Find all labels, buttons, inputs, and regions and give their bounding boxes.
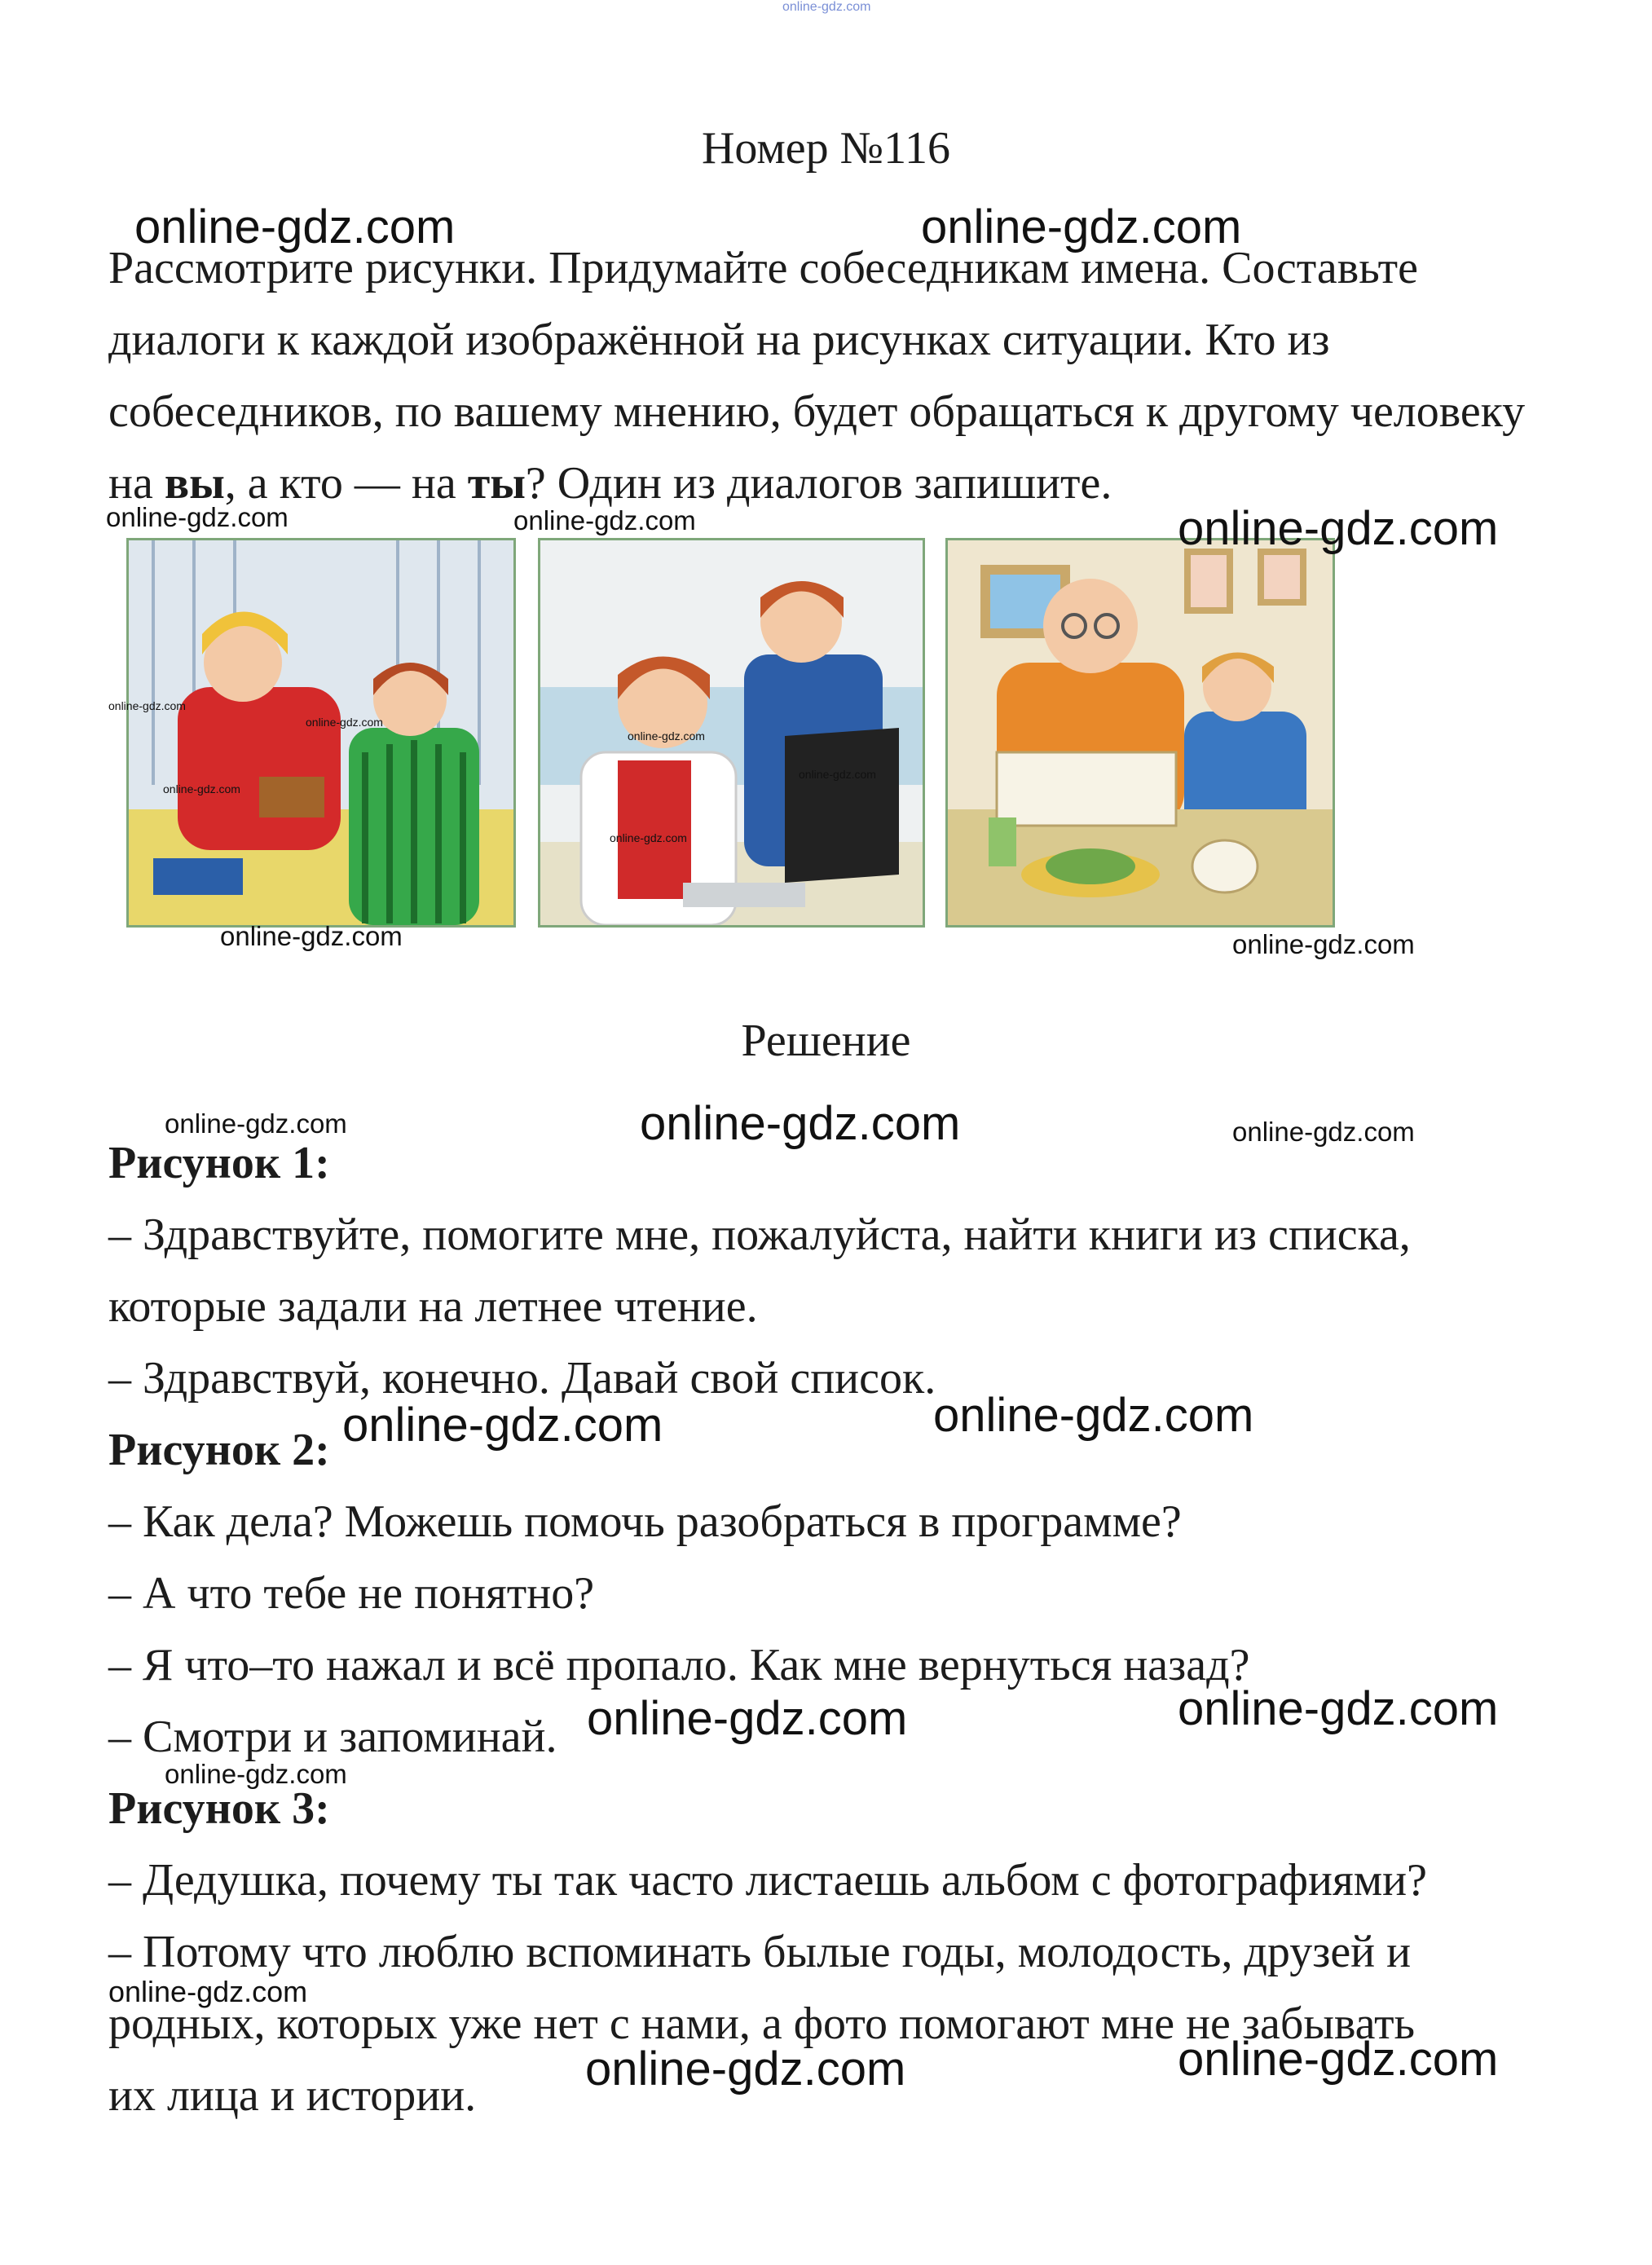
watermark: online-gdz.com xyxy=(134,201,456,253)
figure-3-heading: Рисунок 3: xyxy=(108,1783,330,1834)
figure-3-line-4: их лица и истории. xyxy=(108,2070,477,2121)
watermark: online-gdz.com xyxy=(108,1975,308,2008)
watermark: online-gdz.com xyxy=(1178,1682,1499,1735)
figure-2-heading: Рисунок 2: xyxy=(108,1425,330,1475)
figure-1-line-2: которые задали на летнее чтение. xyxy=(108,1281,758,1332)
figure-2-line-4: – Смотри и запоминай. xyxy=(108,1712,557,1762)
watermark: online-gdz.com xyxy=(342,1399,663,1452)
figure-3-line-2: – Потому что люблю вспоминать былые годы, молодость, друзей и xyxy=(108,1927,1412,1977)
page-title: Номер №116 xyxy=(701,123,951,174)
watermark: online-gdz.com xyxy=(1232,929,1415,959)
watermark: online-gdz.com xyxy=(163,782,240,795)
watermark: online-gdz.com xyxy=(165,1759,347,1789)
watermark: online-gdz.com xyxy=(587,1692,908,1745)
solution-title: Решение xyxy=(741,1016,911,1066)
figure-2-line-2: – А что тебе не понятно? xyxy=(108,1568,595,1619)
task-text xyxy=(108,232,1559,519)
figure-1-line-1: – Здравствуйте, помогите мне, пожалуйста, найти книги из списка, xyxy=(108,1210,1411,1260)
watermark: online-gdz.com xyxy=(220,921,403,951)
watermark: online-gdz.com xyxy=(933,1389,1254,1442)
illustration-library xyxy=(126,538,516,928)
figure-2-line-3: – Я что–то нажал и всё пропало. Как мне вернуться назад? xyxy=(108,1640,1250,1690)
task-text-part1: Рассмотрите рисунки. Придумайте собеседникам имена. Составьте диалоги к каждой изображённой на рисунках ситуации. Кто из собеседников, по вашему мнению, будет обращаться к другому человеку на xyxy=(108,243,1526,509)
illustration-grandfather xyxy=(945,538,1335,928)
task-bold-ty: ты xyxy=(467,458,526,509)
top-site-tag[interactable]: online-gdz.com xyxy=(782,0,871,14)
watermark: online-gdz.com xyxy=(640,1097,961,1150)
figure-3-line-3: родных, которых уже нет с нами, а фото помогают мне не забывать xyxy=(108,1998,1416,2049)
watermark: online-gdz.com xyxy=(628,729,705,743)
watermark: online-gdz.com xyxy=(106,502,289,532)
illustration-computer xyxy=(538,538,925,928)
watermark: online-gdz.com xyxy=(108,699,186,712)
watermark: online-gdz.com xyxy=(1232,1117,1415,1147)
watermark: online-gdz.com xyxy=(1178,502,1499,555)
watermark: online-gdz.com xyxy=(610,831,687,844)
task-text-part3: ? Один из диалогов запишите. xyxy=(525,458,1112,509)
figure-1-line-3: – Здравствуй, конечно. Давай свой список. xyxy=(108,1353,936,1404)
figure-3-line-1: – Дедушка, почему ты так часто листаешь альбом с фотографиями? xyxy=(108,1855,1427,1906)
watermark: online-gdz.com xyxy=(799,768,876,781)
figure-2-line-1: – Как дела? Можешь помочь разобраться в программе? xyxy=(108,1496,1182,1547)
watermark: online-gdz.com xyxy=(165,1108,347,1139)
task-bold-vy: вы xyxy=(164,458,225,509)
watermark: online-gdz.com xyxy=(513,505,696,535)
watermark: online-gdz.com xyxy=(921,201,1242,253)
task-text-part2: , а кто — на xyxy=(224,458,468,509)
watermark: online-gdz.com xyxy=(1178,2033,1499,2086)
watermark: online-gdz.com xyxy=(306,716,383,729)
figure-1-heading: Рисунок 1: xyxy=(108,1138,330,1188)
watermark: online-gdz.com xyxy=(585,2042,906,2095)
